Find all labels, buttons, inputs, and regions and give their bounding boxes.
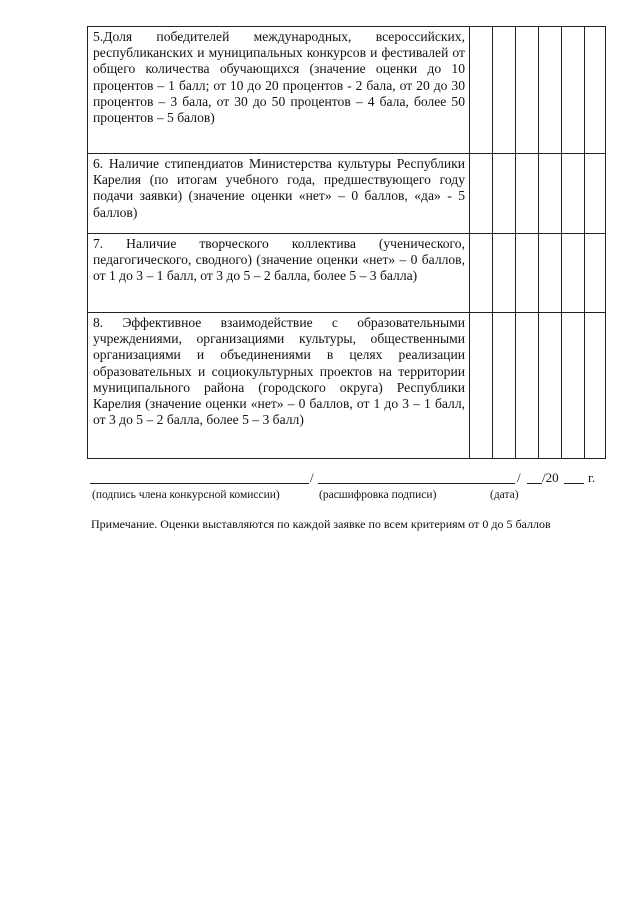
score-cell[interactable] [470, 234, 493, 313]
score-cell[interactable] [470, 313, 493, 459]
year-suffix: г. [588, 470, 596, 485]
signature-line [90, 470, 610, 490]
year-prefix: /20 [542, 470, 559, 485]
score-cell[interactable] [516, 154, 539, 234]
score-cell[interactable] [539, 154, 562, 234]
criterion-row-5 [88, 27, 606, 154]
score-cell[interactable] [562, 313, 585, 459]
score-cell[interactable] [493, 27, 516, 154]
caption-signature: (подпись члена конкурсной комиссии) [92, 489, 280, 501]
score-cell[interactable] [562, 27, 585, 154]
year-field[interactable] [564, 483, 584, 484]
criterion-text: 5.Доля победителей международных, всероссийских, республиканских и муниципальных конкурсов и фестивалей от общего количества обучающихся (значение оценки до 10 процентов – 1 балл; от 10 до 20 процентов - 2 бала, от 20 до 30 процентов – 3 бала, от 30 до 50 процентов – 4 бала, более 50 процентов – 5 балов) [88, 27, 470, 154]
score-cell[interactable] [562, 234, 585, 313]
caption-date: (дата) [490, 489, 519, 501]
score-cell[interactable] [516, 313, 539, 459]
score-cell[interactable] [539, 27, 562, 154]
criteria-table [87, 26, 606, 459]
score-cell[interactable] [585, 154, 606, 234]
signature-field[interactable] [90, 483, 309, 484]
score-cell[interactable] [493, 313, 516, 459]
score-cell[interactable] [516, 27, 539, 154]
caption-decode: (расшифровка подписи) [319, 489, 437, 501]
criterion-row-8 [88, 313, 606, 459]
score-cell[interactable] [539, 234, 562, 313]
score-cell[interactable] [493, 234, 516, 313]
criterion-row-7 [88, 234, 606, 313]
decode-field[interactable] [318, 483, 515, 484]
note-text: Примечание. Оценки выставляются по каждой заявке по всем критериям от 0 до 5 баллов [91, 517, 551, 531]
criterion-text: 7. Наличие творческого коллектива (ученического, педагогического, сводного) (значение оценки «нет» – 0 баллов, от 1 до 3 – 1 балл, от 3 до 5 – 2 балла, более 5 – 3 балла) [88, 234, 470, 313]
score-cell[interactable] [516, 234, 539, 313]
day-field[interactable] [527, 483, 542, 484]
criterion-row-6 [88, 154, 606, 234]
score-cell[interactable] [585, 27, 606, 154]
score-cell[interactable] [539, 313, 562, 459]
score-cell[interactable] [585, 313, 606, 459]
score-cell[interactable] [470, 154, 493, 234]
separator-slash: / [517, 470, 521, 485]
score-cell[interactable] [562, 154, 585, 234]
criterion-text: 8. Эффективное взаимодействие с образовательными учреждениями, организациями культуры, общественными организациями и объединениями в целях реализации образовательных и социокультурных проектов на территории муниципального района (городского округа) Республики Карелия (значение оценки «нет» – 0 баллов, от 1 до 3 – 1 балл, от 3 до 5 – 2 балла, более 5 – 3 балл) [88, 313, 470, 459]
score-cell[interactable] [493, 154, 516, 234]
score-cell[interactable] [470, 27, 493, 154]
score-cell[interactable] [585, 234, 606, 313]
criterion-text: 6. Наличие стипендиатов Министерства культуры Республики Карелия (по итогам учебного года, предшествующего году подачи заявки) (значение оценки «нет» – 0 баллов, «да» - 5 баллов) [88, 154, 470, 234]
separator-slash: / [310, 470, 314, 485]
